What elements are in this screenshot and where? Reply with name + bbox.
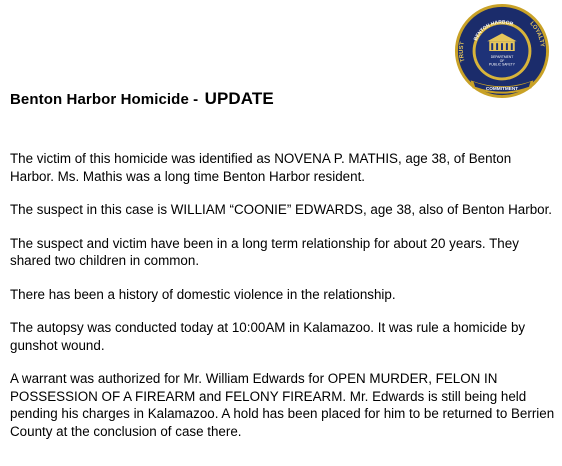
seal-arc-top-text: BENTON HARBOR: [473, 20, 514, 42]
paragraph-suspect: The suspect in this case is WILLIAM “COONIE” EDWARDS, age 38, also of Benton Harbor.: [10, 202, 553, 217]
seal-center-line-3: PUBLIC SAFETY: [489, 62, 515, 67]
seal-center-line-2: OF: [499, 58, 505, 63]
paragraph-warrant: A warrant was authorized for Mr. William Edwards for OPEN MURDER, FELON IN POSSESSION OF A FIREARM and FELONY FIREARM. Mr. Edwards is still being held pending his charges in Kalamazoo. A hold has been placed for him to be returned to Berrien County at the conclusion of case there.: [10, 371, 555, 439]
department-seal-logo: [453, 2, 551, 100]
title-separator: -: [193, 91, 199, 108]
seal-center-line-1: DEPARTMENT: [490, 54, 514, 59]
paragraph-relationship: The suspect and victim have been in a long term relationship for about 20 years. They shared two children in common.: [10, 235, 519, 268]
paragraph-history: There has been a history of domestic violence in the relationship.: [10, 286, 396, 302]
paragraph-victim: The victim of this homicide was identified as NOVENA P. MATHIS, age 38, of Benton Harbor. Ms. Mathis was a long time Benton Harbor resident.: [10, 151, 512, 184]
page-title: [10, 89, 274, 109]
title-main: Benton Harbor Homicide: [10, 91, 189, 108]
seal-word-right: LOYALTY: [528, 20, 545, 48]
article-body: [10, 150, 558, 456]
title-update: UPDATE: [204, 89, 274, 108]
seal-banner-text: COMMITMENT: [485, 86, 519, 92]
seal-word-left: TRUST: [458, 41, 467, 63]
paragraph-autopsy: The autopsy was conducted today at 10:00AM in Kalamazoo. It was rule a homicide by gunshot wound.: [10, 320, 526, 353]
